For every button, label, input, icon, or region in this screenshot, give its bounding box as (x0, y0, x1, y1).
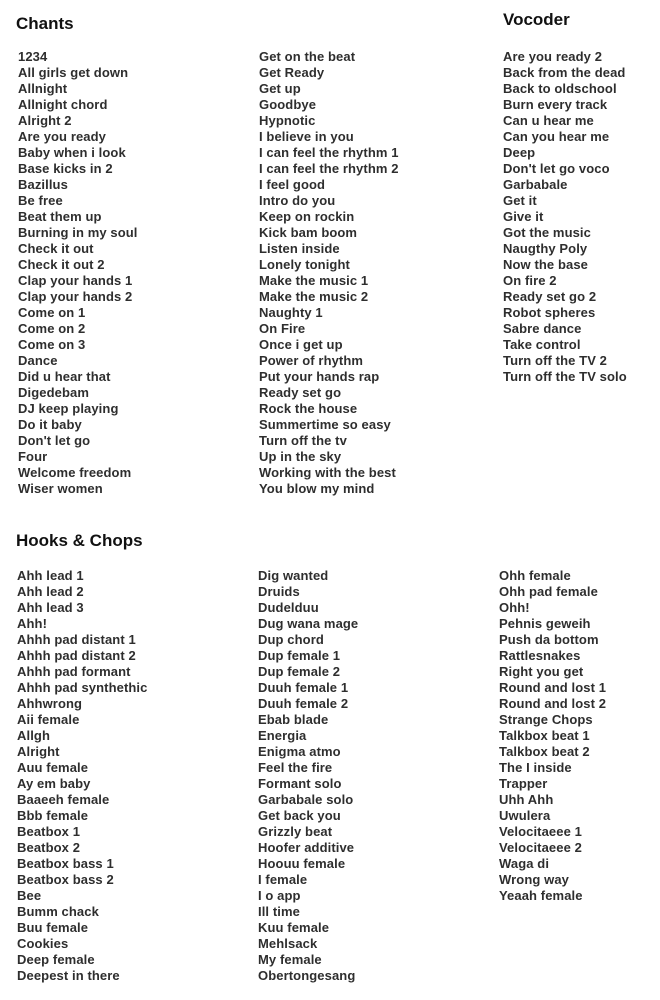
list-item: Beatbox bass 1 (17, 856, 114, 871)
list-item: Back to oldschool (503, 81, 617, 96)
list-item: Burning in my soul (18, 225, 138, 240)
list-item: Kick bam boom (259, 225, 358, 240)
list-item: Uhh Ahh (499, 792, 554, 807)
list-item: Waga di (499, 856, 550, 871)
list-item: Ahh lead 3 (17, 600, 84, 615)
list-item: Druids (258, 584, 300, 599)
list-item: Alright (17, 744, 60, 759)
list-item: Allnight chord (18, 97, 108, 112)
list-item: Dup female 2 (258, 664, 341, 679)
list-item: I can feel the rhythm 1 (259, 145, 399, 160)
list-item: Obertongesang (258, 968, 356, 983)
list-item: Energia (258, 728, 307, 743)
list-item: Get Ready (259, 65, 325, 80)
list-item: Garbabale (503, 177, 568, 192)
list-item: Summertime so easy (259, 417, 391, 432)
list-item: Bazillus (18, 177, 68, 192)
list-item: Baby when i look (18, 145, 126, 160)
list-item: Keep on rockin (259, 209, 355, 224)
list-item: I feel good (259, 177, 326, 192)
list-item: Velocitaeee 2 (499, 840, 582, 855)
list-item: You blow my mind (259, 481, 375, 496)
list-item: Come on 1 (18, 305, 86, 320)
list-item: Do it baby (18, 417, 82, 432)
list-item: Get it (503, 193, 537, 208)
list-item: Lonely tonight (259, 257, 350, 272)
list-item: Bumm chack (17, 904, 99, 919)
list-item: Round and lost 2 (499, 696, 607, 711)
list-item: Rattlesnakes (499, 648, 581, 663)
list-item: Ahhwrong (17, 696, 83, 711)
list-item: Alright 2 (18, 113, 72, 128)
list-item: Uwulera (499, 808, 551, 823)
list-item: Kuu female (258, 920, 330, 935)
list-item: Trapper (499, 776, 548, 791)
list-item: Goodbye (259, 97, 317, 112)
list-item: I o app (258, 888, 301, 903)
list-item: Get up (259, 81, 301, 96)
list-item: Welcome freedom (18, 465, 132, 480)
list-item: Get on the beat (259, 49, 356, 64)
list-item: Bee (17, 888, 42, 903)
list-item: Working with the best (259, 465, 396, 480)
list-item: I believe in you (259, 129, 354, 144)
list-item: Now the base (503, 257, 588, 272)
list-item: I female (258, 872, 308, 887)
list-item: Wiser women (18, 481, 103, 496)
list-item: Ill time (258, 904, 300, 919)
list-item: Make the music 2 (259, 289, 369, 304)
list-item: Ready set go (259, 385, 342, 400)
list-item: Dup chord (258, 632, 324, 647)
list-item: Be free (18, 193, 63, 208)
list-item: Are you ready (18, 129, 107, 144)
list-item: Naugthy Poly (503, 241, 588, 256)
list-item: Clap your hands 2 (18, 289, 133, 304)
list-item: Talkbox beat 1 (499, 728, 590, 743)
list-item: Beat them up (18, 209, 102, 224)
vocoder-column (503, 49, 627, 385)
list-item: Naughty 1 (259, 305, 323, 320)
hooks-chops-column-2 (258, 568, 358, 984)
list-item: Talkbox beat 2 (499, 744, 590, 759)
list-item: Give it (503, 209, 544, 224)
list-item: Power of rhythm (259, 353, 364, 368)
list-item: Beatbox 2 (17, 840, 81, 855)
list-item: Turn off the TV solo (503, 369, 627, 384)
list-item: Ahhh pad distant 2 (17, 648, 136, 663)
list-item: Don't let go voco (503, 161, 610, 176)
list-item: Ay em baby (17, 776, 91, 791)
list-item: Strange Chops (499, 712, 593, 727)
list-item: Velocitaeee 1 (499, 824, 582, 839)
list-item: Ohh! (499, 600, 530, 615)
hooks-chops-column-1 (17, 568, 147, 984)
list-item: Ahhh pad synthethic (17, 680, 148, 695)
list-item: All girls get down (18, 65, 129, 80)
hooks-chops-heading: Hooks & Chops (16, 531, 143, 550)
list-item: Ohh female (499, 568, 571, 583)
list-item: Hoouu female (258, 856, 346, 871)
list-item: Four (18, 449, 48, 464)
list-item: Aii female (17, 712, 80, 727)
list-item: Buu female (17, 920, 89, 935)
list-item: Formant solo (258, 776, 342, 791)
list-item: Listen inside (259, 241, 340, 256)
list-item: Can you hear me (503, 129, 610, 144)
list-item: Dudelduu (258, 600, 319, 615)
list-item: Turn off the tv (259, 433, 347, 448)
chants-column-2 (259, 49, 399, 497)
list-item: Dig wanted (258, 568, 329, 583)
list-item: Ready set go 2 (503, 289, 597, 304)
list-item: Wrong way (499, 872, 570, 887)
list-item: Sabre dance (503, 321, 582, 336)
list-item: Robot spheres (503, 305, 596, 320)
list-item: Yeaah female (499, 888, 583, 903)
list-item: Dance (18, 353, 58, 368)
vocoder-heading: Vocoder (503, 10, 570, 29)
list-item: Round and lost 1 (499, 680, 607, 695)
list-item: Beatbox bass 2 (17, 872, 114, 887)
list-item: Baaeeh female (17, 792, 110, 807)
list-item: Clap your hands 1 (18, 273, 133, 288)
list-item: Are you ready 2 (503, 49, 603, 64)
list-item: Once i get up (259, 337, 343, 352)
list-item: My female (258, 952, 322, 967)
list-item: Allnight (18, 81, 68, 96)
list-item: Hoofer additive (258, 840, 355, 855)
list-item: Rock the house (259, 401, 358, 416)
list-item: Ahh lead 2 (17, 584, 84, 599)
list-item: Check it out 2 (18, 257, 105, 272)
list-item: Deepest in there (17, 968, 120, 983)
list-item: Up in the sky (259, 449, 342, 464)
list-item: Duuh female 1 (258, 680, 349, 695)
list-item: Check it out (18, 241, 94, 256)
list-item: Can u hear me (503, 113, 594, 128)
list-item: Feel the fire (258, 760, 333, 775)
list-item: Got the music (503, 225, 591, 240)
list-item: Ahhh pad distant 1 (17, 632, 136, 647)
list-item: On Fire (259, 321, 306, 336)
list-item: Ohh pad female (499, 584, 598, 599)
list-item: Make the music 1 (259, 273, 369, 288)
list-item: Hypnotic (259, 113, 316, 128)
list-item: Beatbox 1 (17, 824, 81, 839)
chants-column-1 (18, 49, 138, 497)
list-item: Come on 2 (18, 321, 86, 336)
list-item: 1234 (18, 49, 48, 64)
list-item: DJ keep playing (18, 401, 119, 416)
list-item: Bbb female (17, 808, 89, 823)
list-item: Burn every track (503, 97, 608, 112)
list-item: Put your hands rap (259, 369, 380, 384)
chants-heading: Chants (16, 14, 74, 33)
list-item: Back from the dead (503, 65, 626, 80)
list-item: Grizzly beat (258, 824, 333, 839)
list-item: Dug wana mage (258, 616, 359, 631)
list-item: Come on 3 (18, 337, 86, 352)
list-item: Garbabale solo (258, 792, 354, 807)
list-item: Turn off the TV 2 (503, 353, 608, 368)
list-item: Don't let go (18, 433, 91, 448)
list-item: Deep female (17, 952, 95, 967)
list-item: Cookies (17, 936, 69, 951)
list-item: I can feel the rhythm 2 (259, 161, 399, 176)
list-item: Duuh female 2 (258, 696, 349, 711)
list-item: Deep (503, 145, 536, 160)
list-item: On fire 2 (503, 273, 557, 288)
list-item: Mehlsack (258, 936, 318, 951)
list-item: Allgh (17, 728, 50, 743)
list-item: Digedebam (18, 385, 89, 400)
list-item: Dup female 1 (258, 648, 341, 663)
list-item: Enigma atmo (258, 744, 341, 759)
hooks-chops-column-3 (499, 568, 606, 904)
list-item: Did u hear that (18, 369, 111, 384)
list-item: Ebab blade (258, 712, 329, 727)
list-item: Ahh lead 1 (17, 568, 84, 583)
list-item: Push da bottom (499, 632, 599, 647)
list-item: Ahhh pad formant (17, 664, 131, 679)
list-item: Auu female (17, 760, 89, 775)
list-item: Take control (503, 337, 581, 352)
list-item: Ahh! (17, 616, 47, 631)
list-item: Right you get (499, 664, 584, 679)
list-item: Pehnis geweih (499, 616, 591, 631)
list-item: The I inside (499, 760, 572, 775)
list-item: Base kicks in 2 (18, 161, 113, 176)
list-item: Get back you (258, 808, 341, 823)
list-item: Intro do you (259, 193, 336, 208)
